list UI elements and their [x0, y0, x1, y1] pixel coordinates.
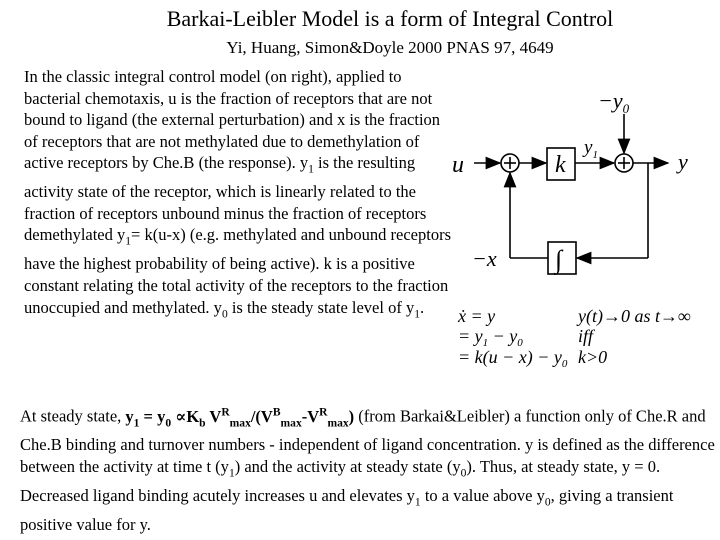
- gain-k-label: k: [555, 152, 566, 178]
- citation: Yi, Huang, Simon&Doyle 2000 PNAS 97, 4649: [226, 38, 554, 57]
- y-expansion: = $k(u - x) - y_0$: [458, 347, 568, 370]
- steady-state-conditions: [452, 303, 702, 375]
- slide-title: Barkai-Leibler Model is a form of Integral Control: [166, 6, 614, 31]
- neg-x-label: −x: [472, 246, 497, 271]
- explanation-paragraph: In the classic integral control model (on right), applied to bacterial chemotaxis, u is the fraction of receptors that are not bound to ligand (the external perturbation) and x is the fraction of receptors that are not methylated due to demethylation of active receptors by Che.B (the response). $y_1$ is the resulting activity state of the receptor, which is linearly related to the fraction of receptors unbound minus the fraction of receptors demethylated $y_1= k(u-x)$ (e.g. methylated and unbound receptors have the highest probability of being active). k is a positive constant relating the total activity of the receptors to the fraction unoccupied and methylated. $y_0$ is the steady state level of $y_1$.: [24, 67, 452, 320]
- y1-label: $y_1$: [584, 137, 598, 161]
- output-y-label: y: [678, 149, 688, 174]
- k-positive-condition: k>0: [578, 347, 608, 367]
- integrator-symbol: ∫: [555, 245, 563, 274]
- neg-y0-label: $-y_0$: [598, 88, 630, 116]
- convergence-condition: y(t)→0 as t→∞: [578, 306, 691, 326]
- xdot-equation: ẋ = y: [458, 306, 496, 326]
- y-definition: = $y_1 - y_0$: [458, 326, 523, 349]
- steady-state-equation: $y_1 = y_0 \propto K_b$ $V^R_{max}/(V^B_{max}-V^R_{max})$: [125, 406, 355, 429]
- iff-label: iff: [578, 326, 594, 346]
- steady-state-paragraph: At steady state, $y_1 = y_0 \propto K_b$ $V^R_{max}/(V^B_{max}-V^R_{max})$ (from Barkai&Leibler) a function only of Che.R and Che.B binding and turnover numbers - independent of ligand concentration. y is defined as the difference between the activity at time t $(y_1)$ and the activity at steady state $(y_0)$. Thus, at steady state, y = 0. Decreased ligand binding acutely increases u and elevates $y_1$ to a value above $y_0$, giving a transient positive value for y.: [20, 406, 715, 534]
- integral-control-diagram: [445, 82, 705, 282]
- input-u-label: u: [452, 152, 464, 178]
